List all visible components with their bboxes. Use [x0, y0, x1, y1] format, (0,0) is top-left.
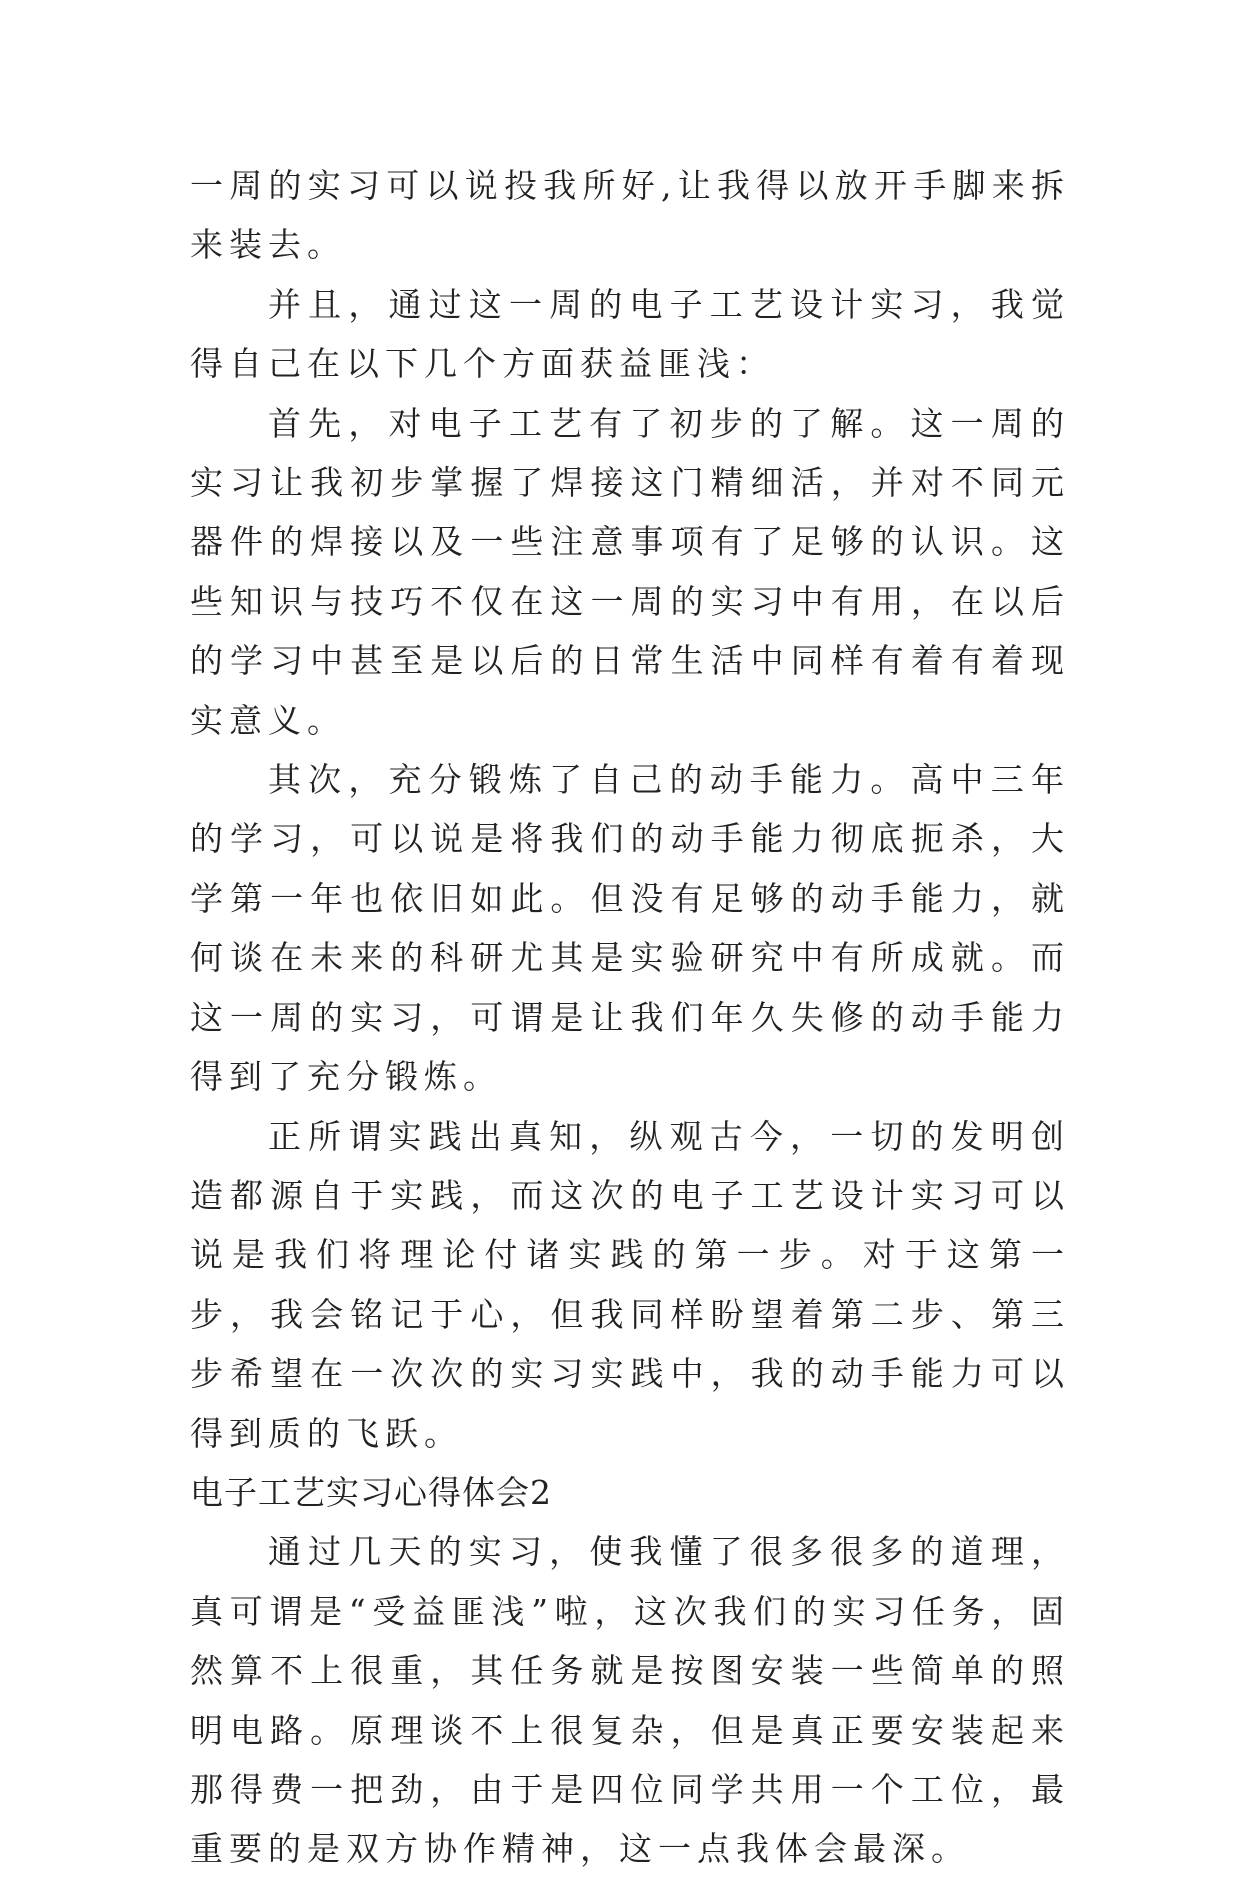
paragraph-second-point: 其次，充分锻炼了自己的动手能力。高中三年的学习，可以说是将我们的动手能力彻底扼杀，大学第一年也依旧如此。但没有足够的动手能力，就何谈在未来的科研尤其是实验研究中有所成就。而这一周的实习，可谓是让我们年久失修的动手能力得到了充分锻炼。 [190, 760, 1070, 1097]
section-heading: 电子工艺实习心得体会2 [190, 1472, 552, 1512]
document-body [190, 156, 1070, 1879]
paragraph-first-point: 首先，对电子工艺有了初步的了解。这一周的实习让我初步掌握了焊接这门精细活，并对不同元器件的焊接以及一些注意事项有了足够的认识。这些知识与技巧不仅在这一周的实习中有用，在以后的学习中甚至是以后的日常生活中同样有着有着现实意义。 [190, 403, 1070, 740]
paragraph-benefits-intro: 并且，通过这一周的电子工艺设计实习，我觉得自己在以下几个方面获益匪浅： [190, 284, 1070, 384]
paragraph-continuation: 一周的实习可以说投我所好,让我得以放开手脚来拆来装去。 [190, 166, 1070, 265]
paragraph-practice: 正所谓实践出真知，纵观古今，一切的发明创造都源自于实践，而这次的电子工艺设计实习可以说是我们将理论付诸实践的第一步。对于这第一步，我会铭记于心，但我同样盼望着第二步、第三步希望在一次次的实习实践中，我的动手能力可以得到质的飞跃。 [190, 1116, 1070, 1453]
paragraph-second-essay: 通过几天的实习，使我懂了很多很多的道理，真可谓是“受益匪浅”啦，这次我们的实习任务，固然算不上很重，其任务就是按图安装一些简单的照明电路。原理谈不上很复杂，但是真正要安装起来那得费一把劲，由于是四位同学共用一个工位，最重要的是双方协作精神，这一点我体会最深。 [190, 1532, 1070, 1869]
